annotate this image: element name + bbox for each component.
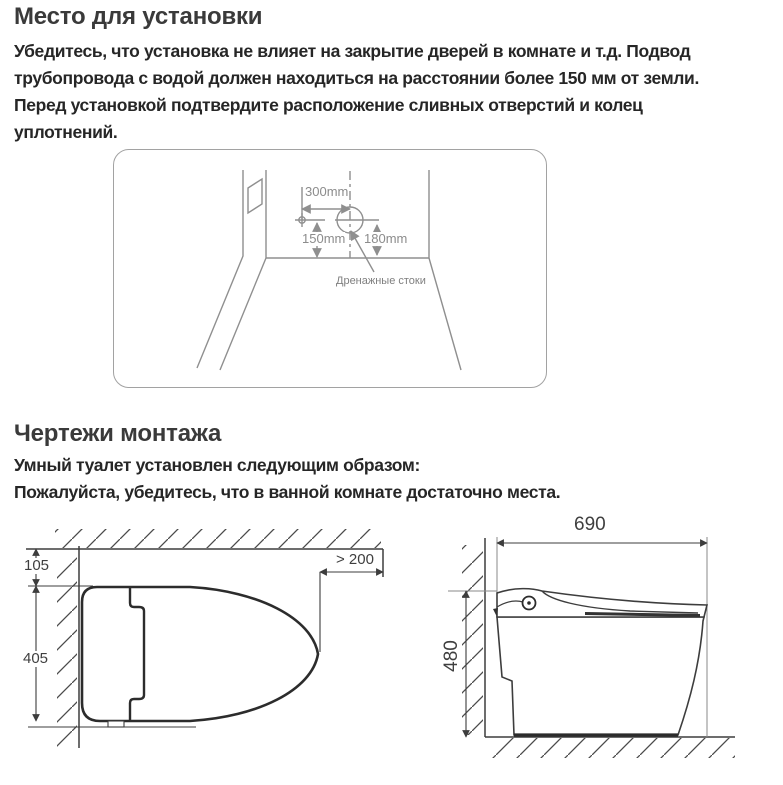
dim-690-label: 690	[574, 514, 606, 535]
dim-180-label: 180mm	[364, 231, 408, 246]
top-wall-hatching	[55, 529, 381, 548]
dim-200-label: > 200	[336, 551, 374, 568]
dim-480-label: 480	[444, 632, 460, 680]
room-walls	[197, 170, 461, 370]
room-installation-diagram	[113, 149, 547, 388]
dim-150-label: 150mm	[302, 231, 346, 246]
toilet-side-outline	[493, 589, 707, 735]
toilet-top-view-drawing	[0, 515, 400, 785]
wall-hatching	[462, 545, 483, 735]
wall-window	[248, 179, 262, 213]
left-wall-hatching	[57, 555, 77, 747]
paragraph-line: Пожалуйста, убедитесь, что в ванной комнате достаточно места.	[14, 482, 561, 502]
toilet-side-view-drawing	[400, 515, 783, 785]
dim-105-label: 105	[24, 557, 50, 574]
dim-405-label: 405	[23, 650, 49, 667]
paragraph-line: Убедитесь, что установка не влияет на закрытие дверей в комнате и т.д. Подвод	[14, 41, 691, 61]
base-tab	[108, 721, 124, 727]
toilet-top-outline	[82, 587, 318, 727]
drain-label: Дренажные стоки	[336, 275, 426, 287]
section-title-installation-place: Место для установки	[14, 3, 263, 30]
hinge-dot	[527, 601, 531, 605]
paragraph-line: трубопровода с водой должен находиться на расстоянии более 150 мм от земли.	[14, 68, 699, 88]
floor-hatching	[492, 738, 735, 758]
dim-300-label: 300mm	[305, 184, 349, 199]
section-title-mounting-drawings: Чертежи монтажа	[14, 420, 222, 447]
paragraph-line: Перед установкой подтвердите расположение сливных отверстий и колец	[14, 95, 643, 115]
paragraph-line: уплотнений.	[14, 122, 118, 142]
paragraph-line: Умный туалет установлен следующим образом:	[14, 455, 420, 475]
toilet-body	[497, 617, 704, 735]
